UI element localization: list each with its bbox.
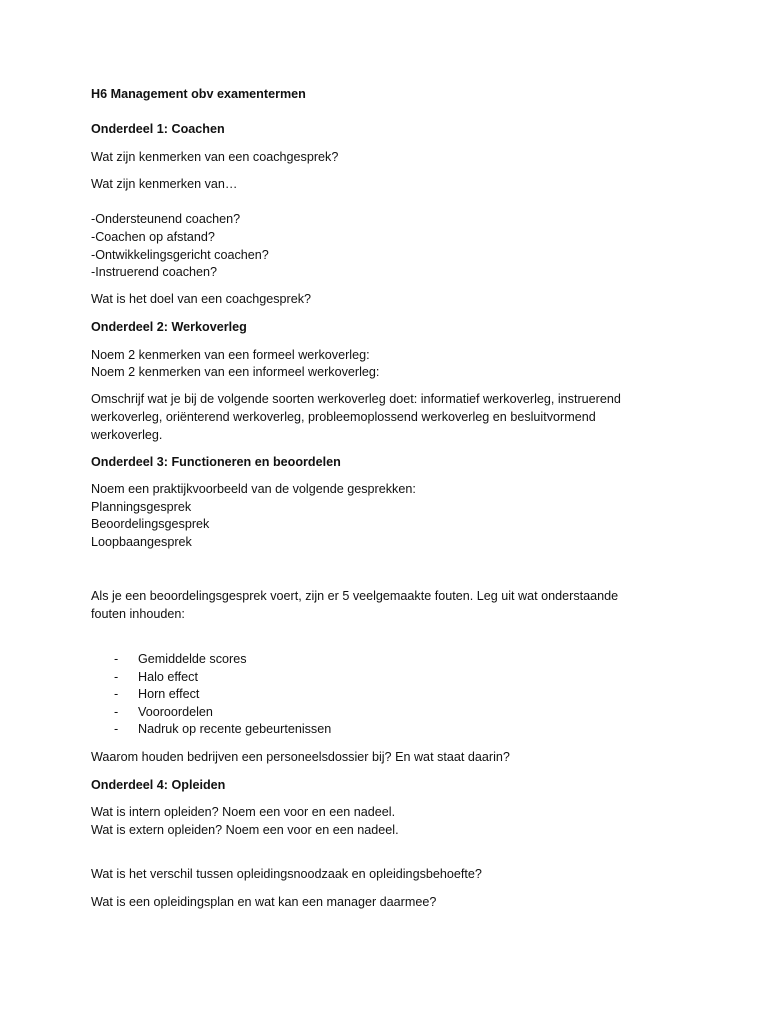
- evaluation-error-item: Halo effect: [138, 670, 198, 684]
- talk-type-item: Beoordelingsgesprek: [91, 517, 210, 531]
- bullet-dash: -: [114, 722, 119, 736]
- section2-question-2: Noem 2 kenmerken van een informeel werkoverleg:: [91, 365, 380, 379]
- section1-question-2: Wat zijn kenmerken van…: [91, 177, 238, 191]
- talk-type-item: Planningsgesprek: [91, 500, 192, 514]
- bullet-dash: -: [114, 670, 119, 684]
- evaluation-error-item: Nadruk op recente gebeurtenissen: [138, 722, 332, 736]
- bullet-dash: -: [114, 705, 119, 719]
- section1-question-1: Wat zijn kenmerken van een coachgesprek?: [91, 150, 339, 164]
- section3-question-1: Noem een praktijkvoorbeeld van de volgende gesprekken:: [91, 482, 416, 496]
- section2-question-3-line: werkoverleg, oriënterend werkoverleg, probleemoplossend werkoverleg en besluitvormend: [91, 410, 596, 424]
- section2-question-1: Noem 2 kenmerken van een formeel werkoverleg:: [91, 348, 370, 362]
- section3-question-2-line: fouten inhouden:: [91, 607, 185, 621]
- coaching-type-item: -Instruerend coachen?: [91, 265, 218, 279]
- section2-question-3-line: werkoverleg.: [91, 428, 163, 442]
- section4-question-2: Wat is extern opleiden? Noem een voor en een nadeel.: [91, 823, 399, 837]
- section3-question-2-line: Als je een beoordelingsgesprek voert, zijn er 5 veelgemaakte fouten. Leg uit wat onderstaande: [91, 589, 619, 603]
- bullet-dash: -: [114, 652, 119, 666]
- talk-type-item: Loopbaangesprek: [91, 535, 192, 549]
- section1-heading: Onderdeel 1: Coachen: [91, 122, 225, 136]
- coaching-type-item: -Coachen op afstand?: [91, 230, 215, 244]
- section4-question-4: Wat is een opleidingsplan en wat kan een manager daarmee?: [91, 895, 437, 909]
- document-title: H6 Management obv examentermen: [91, 87, 306, 101]
- section1-question-3: Wat is het doel van een coachgesprek?: [91, 292, 312, 306]
- coaching-type-item: -Ontwikkelingsgericht coachen?: [91, 248, 269, 262]
- evaluation-error-item: Horn effect: [138, 687, 200, 701]
- section2-heading: Onderdeel 2: Werkoverleg: [91, 320, 247, 334]
- section4-question-1: Wat is intern opleiden? Noem een voor en een nadeel.: [91, 805, 396, 819]
- section4-question-3: Wat is het verschil tussen opleidingsnoodzaak en opleidingsbehoefte?: [91, 867, 482, 881]
- evaluation-error-item: Gemiddelde scores: [138, 652, 247, 666]
- bullet-dash: -: [114, 687, 119, 701]
- section3-heading: Onderdeel 3: Functioneren en beoordelen: [91, 455, 341, 469]
- coaching-type-item: -Ondersteunend coachen?: [91, 212, 241, 226]
- evaluation-error-item: Vooroordelen: [138, 705, 213, 719]
- section3-question-3: Waarom houden bedrijven een personeelsdossier bij? En wat staat daarin?: [91, 750, 510, 764]
- section4-heading: Onderdeel 4: Opleiden: [91, 778, 226, 792]
- section2-question-3-line: Omschrijf wat je bij de volgende soorten werkoverleg doet: informatief werkoverleg, instruerend: [91, 392, 621, 406]
